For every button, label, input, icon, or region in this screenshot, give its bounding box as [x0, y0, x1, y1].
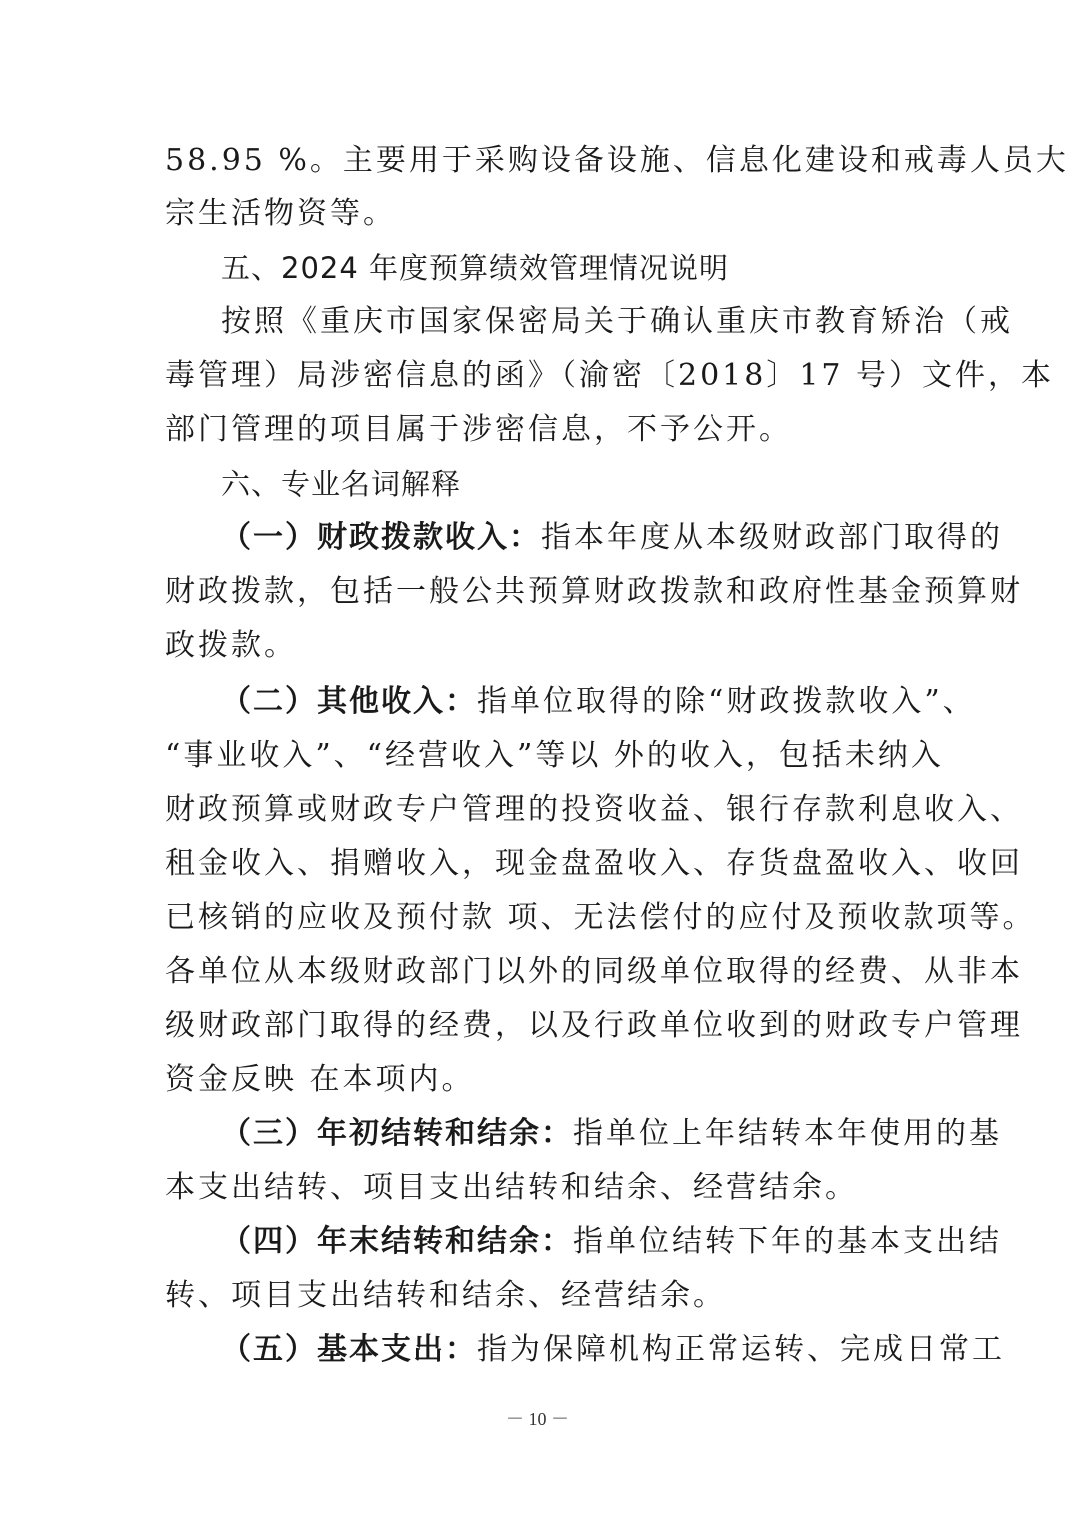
- term-label: （一）财政拨款收入：: [221, 520, 541, 555]
- paragraph-line: [165, 1162, 915, 1214]
- line-text: 毒管理）局涉密信息的函》（渝密〔2018〕17 号）文件，本: [165, 358, 1055, 393]
- line-text: 已核销的应收及预付款 项、无法偿付的应付及预收款项等。: [165, 900, 1036, 935]
- term-label: （二）其他收入：: [221, 684, 477, 719]
- section-heading: 五、2024 年度预算绩效管理情况说明: [221, 251, 730, 285]
- paragraph-line: [165, 296, 1013, 348]
- line-text: “事业收入”、“经营收入”等以 外的收入，包括未纳入: [165, 738, 944, 773]
- line-text: 指本年度从本级财政部门取得的: [541, 520, 1003, 555]
- paragraph-line: [165, 566, 1023, 618]
- line-text: 财政拨款，包括一般公共预算财政拨款和政府性基金预算财: [165, 574, 1023, 609]
- paragraph-line: [165, 1270, 915, 1322]
- section-heading: 六、专业名词解释: [221, 467, 462, 501]
- paragraph-line: [165, 404, 915, 456]
- paragraph-line: [165, 620, 915, 672]
- paragraph-line: [165, 946, 1023, 998]
- line-text: 指为保障机构正常运转、完成日常工: [477, 1332, 1005, 1367]
- paragraph-line: [165, 784, 1023, 836]
- line-text: 指单位取得的除“财政拨款收入”、: [477, 684, 976, 719]
- line-text: 宗生活物资等。: [165, 196, 396, 231]
- paragraph-line: [165, 1054, 915, 1106]
- line-text: 部门管理的项目属于涉密信息，不予公开。: [165, 412, 792, 447]
- paragraph-line: [165, 1000, 1023, 1052]
- term-label: （三）年初结转和结余：: [221, 1116, 573, 1151]
- paragraph-line: [165, 512, 1003, 564]
- paragraph-line: [165, 135, 1069, 187]
- line-text: 按照《重庆市国家保密局关于确认重庆市教育矫治（戒: [221, 304, 1013, 339]
- term-label: （五）基本支出：: [221, 1332, 477, 1367]
- line-text: 各单位从本级财政部门以外的同级单位取得的经费、从非本: [165, 954, 1023, 989]
- line-text: 政拨款。: [165, 628, 297, 663]
- paragraph-line: [165, 730, 944, 782]
- paragraph-line: [165, 676, 976, 728]
- paragraph-line: [165, 1216, 1002, 1268]
- line-text: 资金反映 在本项内。: [165, 1062, 475, 1097]
- line-text: 指单位上年结转本年使用的基: [573, 1116, 1002, 1151]
- line-text: 转、项目支出结转和结余、经营结余。: [165, 1278, 726, 1313]
- line-text: 58.95 %。主要用于采购设备设施、信息化建设和戒毒人员大: [165, 143, 1069, 178]
- paragraph-line: [165, 838, 1023, 890]
- paragraph-line: [165, 1108, 1002, 1160]
- page-number: － 10 －: [506, 1409, 569, 1429]
- paragraph-line: [165, 1324, 1005, 1376]
- line-text: 级财政部门取得的经费，以及行政单位收到的财政专户管理: [165, 1008, 1023, 1043]
- line-text: 本支出结转、项目支出结转和结余、经营结余。: [165, 1170, 858, 1205]
- term-label: （四）年末结转和结余：: [221, 1224, 573, 1259]
- paragraph-line: [165, 188, 915, 240]
- line-text: 指单位结转下年的基本支出结: [573, 1224, 1002, 1259]
- line-text: 租金收入、捐赠收入，现金盘盈收入、存货盘盈收入、收回: [165, 846, 1023, 881]
- line-text: 财政预算或财政专户管理的投资收益、银行存款利息收入、: [165, 792, 1023, 827]
- paragraph-line: [165, 350, 1055, 402]
- paragraph-line: [165, 892, 1036, 944]
